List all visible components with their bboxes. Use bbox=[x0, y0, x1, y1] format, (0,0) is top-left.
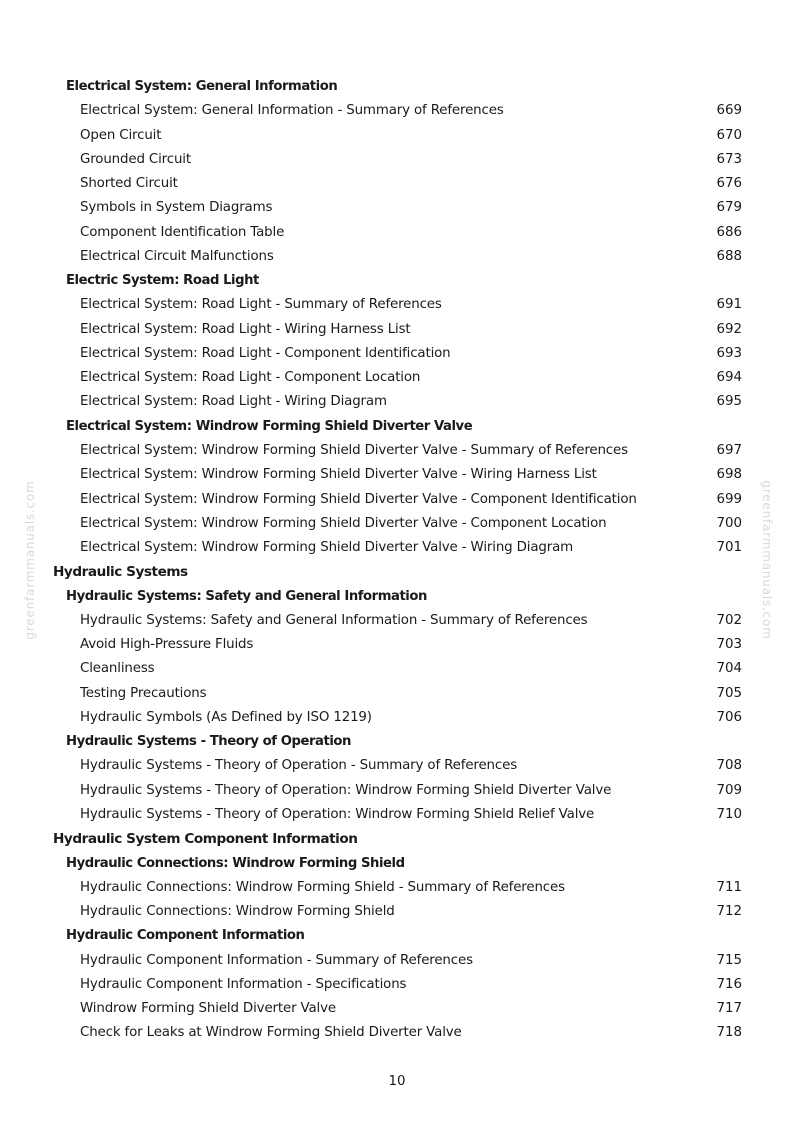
toc-entry[interactable] bbox=[0, 1021, 794, 1045]
toc-entry-page-number: 698 bbox=[716, 467, 742, 483]
toc-entry-title: Hydraulic Connections: Windrow Forming Shield bbox=[66, 855, 405, 871]
toc-entry[interactable] bbox=[0, 949, 794, 973]
toc-entry-title: Hydraulic Systems - Theory of Operation: Windrow Forming Shield Relief Valve bbox=[80, 806, 595, 822]
toc-entry-page-number: 673 bbox=[716, 151, 742, 167]
toc-entry-page-number: 679 bbox=[716, 200, 742, 216]
toc-entry-title: Grounded Circuit bbox=[80, 151, 191, 167]
toc-entry-title: Electrical System: Road Light - Summary of References bbox=[80, 297, 442, 313]
toc-entry-page-number: 697 bbox=[716, 442, 742, 458]
toc-entry-page-number: 709 bbox=[716, 782, 742, 798]
toc-entry-page-number: 704 bbox=[716, 661, 742, 677]
toc-entry-page-number: 669 bbox=[716, 103, 742, 119]
toc-entry-title: Electrical System: Road Light - Component Location bbox=[80, 370, 421, 386]
toc-entry-title: Windrow Forming Shield Diverter Valve bbox=[80, 1001, 336, 1017]
toc-entry-page-number: 715 bbox=[716, 952, 742, 968]
toc-entry[interactable] bbox=[0, 221, 794, 245]
toc-section-heading bbox=[0, 75, 794, 99]
toc-entry[interactable] bbox=[0, 536, 794, 560]
toc-entry-title: Electrical System: Windrow Forming Shield Diverter Valve - Component Identification bbox=[80, 491, 637, 507]
toc-entry-page-number: 688 bbox=[716, 248, 742, 264]
toc-entry-page-number: 670 bbox=[716, 127, 742, 143]
toc-entry-title: Open Circuit bbox=[80, 127, 162, 143]
toc-entry-title: Electrical System: General Information - Summary of References bbox=[80, 103, 504, 119]
toc-entry-title: Avoid High-Pressure Fluids bbox=[80, 637, 254, 653]
toc-entry-title: Hydraulic Symbols (As Defined by ISO 1219) bbox=[80, 709, 372, 725]
toc-entry[interactable] bbox=[0, 293, 794, 317]
toc-section-heading bbox=[0, 730, 794, 754]
toc-entry[interactable] bbox=[0, 779, 794, 803]
toc-entry[interactable] bbox=[0, 900, 794, 924]
toc-entry-title: Electrical System: Windrow Forming Shield Diverter Valve - Wiring Harness List bbox=[80, 467, 597, 483]
toc-entry-page-number: 701 bbox=[716, 540, 742, 556]
toc-entry-title: Electrical System: Windrow Forming Shield Diverter Valve bbox=[66, 418, 473, 434]
toc-entry-title: Hydraulic System Component Information bbox=[53, 831, 358, 848]
toc-entry-page-number: 708 bbox=[716, 758, 742, 774]
toc-entry[interactable] bbox=[0, 245, 794, 269]
toc-entry[interactable] bbox=[0, 706, 794, 730]
toc-entry-page-number: 699 bbox=[716, 491, 742, 507]
toc-entry-title: Hydraulic Component Information - Summary of References bbox=[80, 952, 473, 968]
toc-entry[interactable] bbox=[0, 148, 794, 172]
toc-section-heading bbox=[0, 852, 794, 876]
toc-entry-page-number: 693 bbox=[716, 345, 742, 361]
toc-entry-title: Hydraulic Connections: Windrow Forming Shield bbox=[80, 904, 395, 920]
toc-entry-title: Hydraulic Systems bbox=[53, 564, 188, 581]
toc-entry-title: Electrical System: Road Light - Wiring Diagram bbox=[80, 394, 387, 410]
toc-entry-page-number: 702 bbox=[716, 612, 742, 628]
toc-entry-page-number: 700 bbox=[716, 515, 742, 531]
toc-entry-title: Hydraulic Component Information bbox=[66, 928, 305, 944]
toc-entry-title: Shorted Circuit bbox=[80, 176, 178, 192]
toc-entry[interactable] bbox=[0, 196, 794, 220]
toc-entry-title: Hydraulic Systems - Theory of Operation: Windrow Forming Shield Diverter Valve bbox=[80, 782, 612, 798]
toc-entry-title: Cleanliness bbox=[80, 661, 155, 677]
toc-entry[interactable] bbox=[0, 973, 794, 997]
toc-entry[interactable] bbox=[0, 366, 794, 390]
toc-section-heading bbox=[0, 585, 794, 609]
table-of-contents bbox=[0, 75, 794, 1046]
toc-section-heading bbox=[0, 560, 794, 584]
toc-entry-title: Electrical System: Windrow Forming Shield Diverter Valve - Summary of References bbox=[80, 442, 628, 458]
toc-entry[interactable] bbox=[0, 633, 794, 657]
toc-entry-page-number: 676 bbox=[716, 176, 742, 192]
toc-entry-title: Electrical System: Windrow Forming Shield Diverter Valve - Wiring Diagram bbox=[80, 540, 574, 556]
toc-entry-title: Check for Leaks at Windrow Forming Shield Diverter Valve bbox=[80, 1025, 462, 1041]
toc-section-heading bbox=[0, 415, 794, 439]
toc-entry-page-number: 703 bbox=[716, 637, 742, 653]
watermark-left: greenfarmmanuals.com bbox=[23, 480, 37, 640]
toc-entry[interactable] bbox=[0, 439, 794, 463]
toc-entry-page-number: 694 bbox=[716, 370, 742, 386]
toc-entry-page-number: 686 bbox=[716, 224, 742, 240]
toc-entry-title: Hydraulic Systems - Theory of Operation - Summary of References bbox=[80, 758, 518, 774]
toc-entry[interactable] bbox=[0, 318, 794, 342]
toc-entry[interactable] bbox=[0, 172, 794, 196]
toc-entry-page-number: 692 bbox=[716, 321, 742, 337]
toc-entry-page-number: 717 bbox=[716, 1001, 742, 1017]
toc-entry[interactable] bbox=[0, 803, 794, 827]
toc-entry-title: Hydraulic Systems: Safety and General Information - Summary of References bbox=[80, 612, 588, 628]
toc-entry[interactable] bbox=[0, 124, 794, 148]
toc-entry[interactable] bbox=[0, 512, 794, 536]
toc-entry[interactable] bbox=[0, 682, 794, 706]
toc-entry-title: Electrical Circuit Malfunctions bbox=[80, 248, 274, 264]
toc-entry[interactable] bbox=[0, 657, 794, 681]
toc-entry-title: Component Identification Table bbox=[80, 224, 285, 240]
toc-entry-title: Hydraulic Systems: Safety and General Information bbox=[66, 588, 427, 604]
toc-entry[interactable] bbox=[0, 609, 794, 633]
toc-entry[interactable] bbox=[0, 997, 794, 1021]
toc-entry-title: Symbols in System Diagrams bbox=[80, 200, 273, 216]
toc-entry-page-number: 695 bbox=[716, 394, 742, 410]
toc-section-heading bbox=[0, 827, 794, 851]
toc-entry-page-number: 716 bbox=[716, 976, 742, 992]
toc-entry-title: Testing Precautions bbox=[80, 685, 207, 701]
toc-entry-title: Electrical System: Windrow Forming Shield Diverter Valve - Component Location bbox=[80, 515, 607, 531]
toc-entry-page-number: 706 bbox=[716, 709, 742, 725]
page-number: 10 bbox=[388, 1074, 406, 1089]
toc-entry-title: Electrical System: General Information bbox=[66, 79, 338, 94]
toc-section-heading bbox=[0, 269, 794, 293]
toc-entry[interactable] bbox=[0, 754, 794, 778]
toc-entry[interactable] bbox=[0, 342, 794, 366]
toc-entry-title: Electrical System: Road Light - Wiring Harness List bbox=[80, 321, 411, 337]
toc-entry-page-number: 711 bbox=[716, 879, 742, 895]
toc-entry-title: Hydraulic Connections: Windrow Forming Shield - Summary of References bbox=[80, 879, 565, 895]
toc-entry-title: Electric System: Road Light bbox=[66, 273, 259, 289]
toc-entry-page-number: 712 bbox=[716, 904, 742, 920]
toc-entry-title: Hydraulic Systems - Theory of Operation bbox=[66, 734, 351, 750]
toc-entry-page-number: 718 bbox=[716, 1025, 742, 1041]
toc-entry[interactable] bbox=[0, 488, 794, 512]
toc-entry[interactable] bbox=[0, 463, 794, 487]
toc-entry[interactable] bbox=[0, 99, 794, 123]
toc-entry-page-number: 710 bbox=[716, 806, 742, 822]
toc-entry-title: Electrical System: Road Light - Component Identification bbox=[80, 345, 451, 361]
watermark-right: greenfarmmanuals.com bbox=[760, 480, 774, 640]
toc-entry-title: Hydraulic Component Information - Specifications bbox=[80, 976, 407, 992]
toc-entry[interactable] bbox=[0, 876, 794, 900]
toc-entry[interactable] bbox=[0, 390, 794, 414]
toc-entry-page-number: 705 bbox=[716, 685, 742, 701]
toc-entry-page-number: 691 bbox=[716, 297, 742, 313]
toc-section-heading bbox=[0, 924, 794, 948]
